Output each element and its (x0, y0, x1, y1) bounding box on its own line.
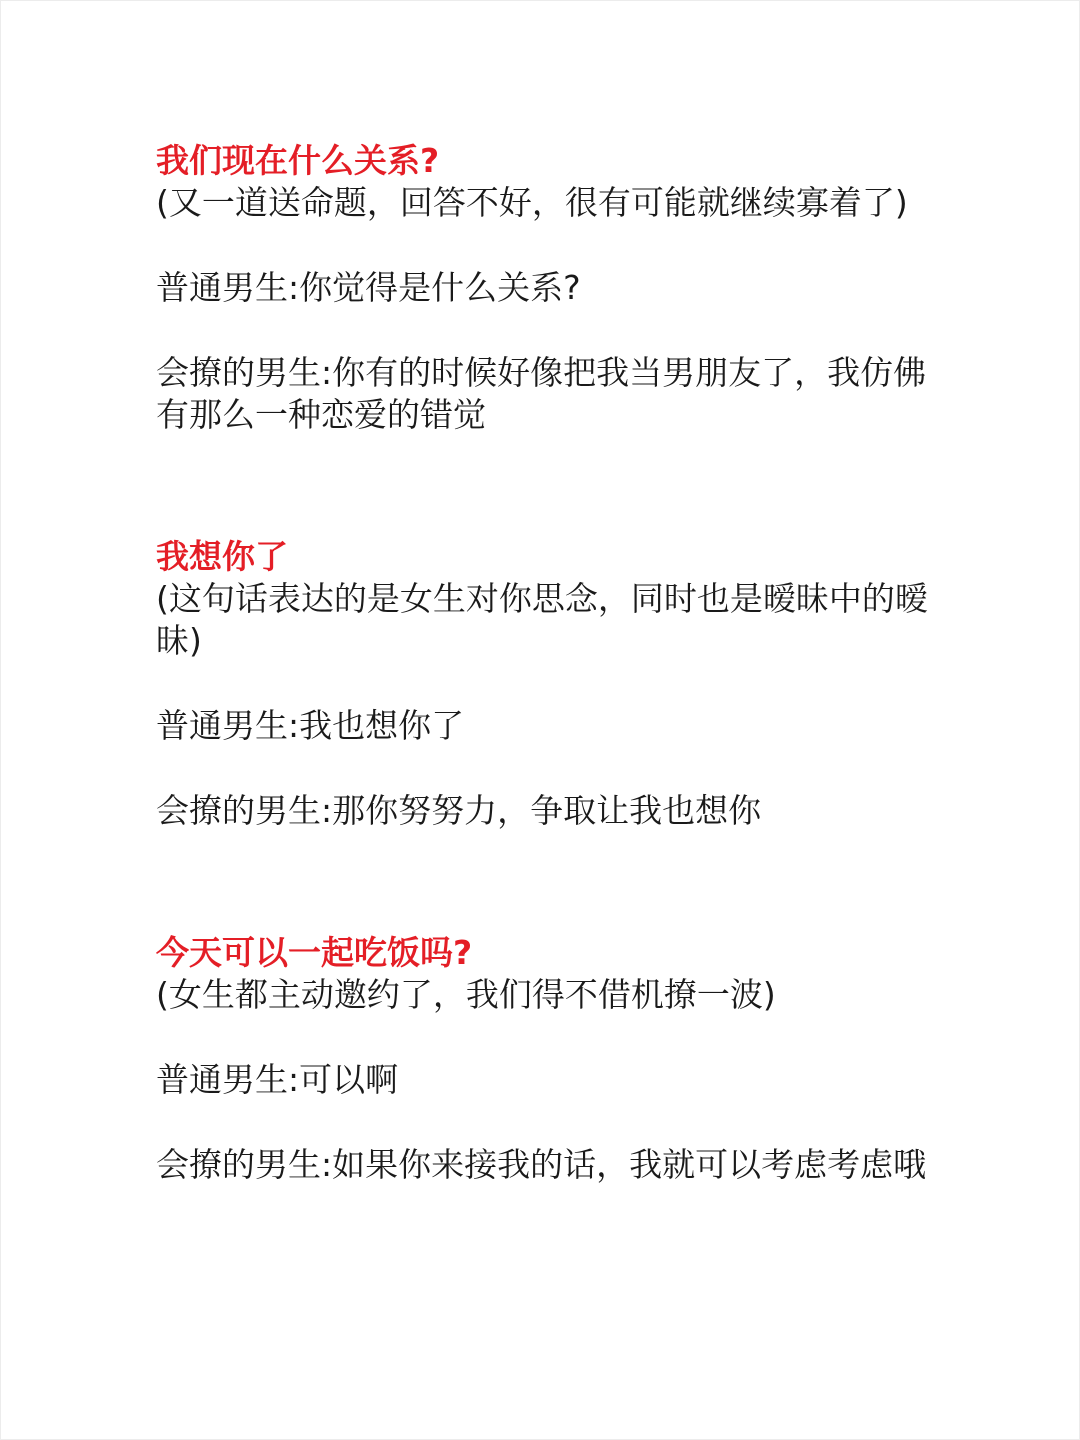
normal-reply: 普通男生:可以啊 (156, 1060, 399, 1099)
flirt-reply: 会撩的男生:那你努努力，争取让我也想你 (156, 791, 762, 830)
section-note: (又一道送命题，回答不好，很有可能就继续寡着了) (156, 183, 908, 222)
section-note: (这句话表达的是女生对你思念，同时也是暧昧中的暧昧) (156, 579, 928, 660)
section-title: 今天可以一起吃饭吗? (156, 933, 473, 972)
flirt-reply: 会撩的男生:你有的时候好像把我当男朋友了，我仿佛有那么一种恋爱的错觉 (156, 353, 927, 434)
flirt-reply: 会撩的男生:如果你来接我的话，我就可以考虑考虑哦 (156, 1145, 927, 1184)
section-dinner (156, 932, 936, 1186)
section-title: 我们现在什么关系? (156, 141, 440, 180)
section-note: (女生都主动邀约了，我们得不借机撩一波) (156, 975, 776, 1014)
section-miss-you (156, 536, 936, 832)
section-relationship (156, 140, 936, 436)
article-body (156, 140, 936, 1186)
section-title: 我想你了 (156, 537, 288, 576)
normal-reply: 普通男生:我也想你了 (156, 706, 465, 745)
normal-reply: 普通男生:你觉得是什么关系? (156, 268, 581, 307)
